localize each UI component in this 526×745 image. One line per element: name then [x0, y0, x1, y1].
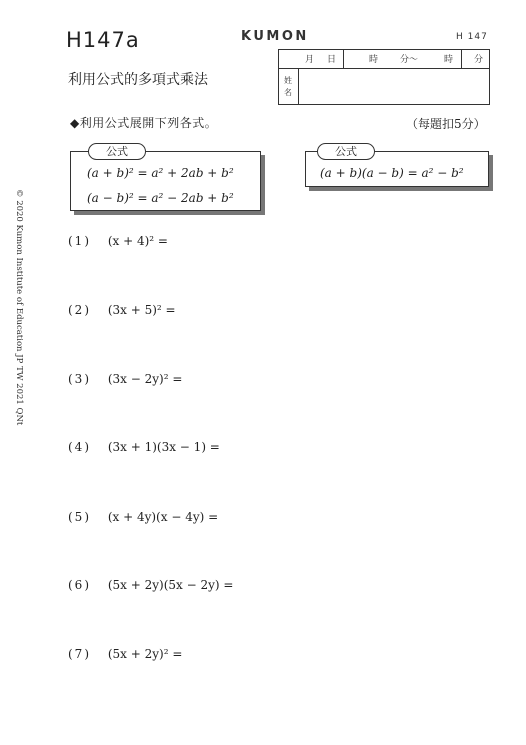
problem-expression: (3x + 5)² =: [107, 303, 176, 317]
name-label-column: [279, 69, 299, 104]
minute-end-label: 分: [474, 55, 484, 65]
name-char-2: 名: [284, 88, 292, 97]
problem-expression: (3x − 2y)² =: [107, 372, 183, 386]
day-label: 日: [327, 55, 337, 65]
date-divider: [343, 50, 344, 68]
minute-label: 分～: [400, 55, 419, 65]
problem-7: [68, 647, 182, 661]
month-label: 月: [305, 55, 315, 65]
problem-number: (5): [68, 510, 91, 524]
time-divider: [461, 50, 462, 68]
level-label: H 147: [456, 32, 488, 42]
copyright-sidebar: [14, 189, 26, 439]
problem-1: [68, 234, 168, 248]
problem-expression: (5x + 2y)² =: [107, 647, 183, 661]
worksheet-code: H147a: [66, 28, 140, 52]
page-title: 利用公式的多項式乘法: [68, 72, 208, 88]
instruction: ◆利用公式展開下列各式。: [70, 116, 218, 130]
hour-label: 時: [369, 55, 379, 65]
problem-expression: (x + 4)² =: [107, 234, 168, 248]
date-name-box: [278, 49, 490, 105]
copyright-text: © 2020 Kumon Institute of Education JP TW 2021 QNt: [14, 189, 24, 426]
formula-sum-times-diff: (a + b)(a − b) = a² − b²: [320, 166, 464, 180]
problem-5: [68, 510, 218, 524]
problem-number: (6): [68, 578, 91, 592]
name-char-1: 姓: [284, 76, 292, 85]
problem-6: [68, 578, 233, 592]
formula-label-1: 公式: [88, 143, 146, 160]
problem-4: [68, 440, 220, 454]
date-row: [279, 50, 489, 69]
problem-number: (3): [68, 372, 91, 386]
problem-3: [68, 372, 182, 386]
formula-square-diff: (a − b)² = a² − 2ab + b²: [87, 191, 234, 205]
problem-expression: (3x + 1)(3x − 1) =: [107, 440, 220, 454]
problem-2: [68, 303, 176, 317]
problem-number: (1): [68, 234, 91, 248]
kumon-logo: KUMON: [241, 29, 309, 44]
formula-label-2: 公式: [317, 143, 375, 160]
problem-number: (7): [68, 647, 91, 661]
problem-expression: (5x + 2y)(5x − 2y) =: [107, 578, 234, 592]
points-note: （每題扣5分）: [406, 117, 486, 131]
problem-expression: (x + 4y)(x − 4y) =: [107, 510, 219, 524]
problem-number: (4): [68, 440, 91, 454]
formula-box-square: [70, 151, 261, 211]
hour-end-label: 時: [444, 55, 454, 65]
formula-square-sum: (a + b)² = a² + 2ab + b²: [87, 166, 234, 180]
problem-number: (2): [68, 303, 91, 317]
